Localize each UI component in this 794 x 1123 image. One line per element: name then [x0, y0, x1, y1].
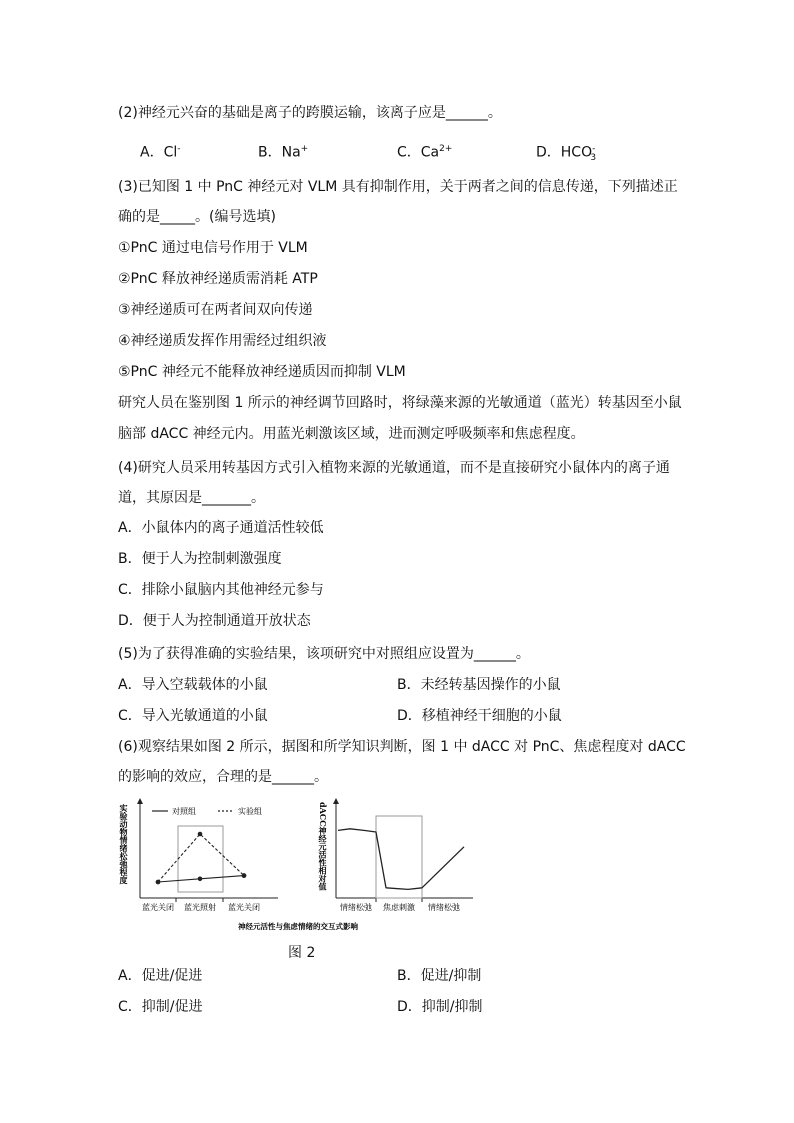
q3-item-4: ④神经递质发挥作用需经过组织液	[118, 333, 327, 349]
q4-option-c[interactable]: C．排除小鼠脑内其他神经元参与	[118, 582, 324, 598]
right-ylabel: dACC神经元活性相对值	[318, 802, 328, 891]
q4-stem-line1: (4)研究人员采用转基因方式引入植物来源的光敏通道，而不是直接研究小鼠体内的离子通	[118, 460, 670, 476]
intro-line1: 研究人员在鉴别图 1 所示的神经调节回路时，将绿藻来源的光敏通道（蓝光）转基因至小鼠	[118, 395, 682, 411]
left-xtick-1: 蓝光关闭	[142, 903, 174, 912]
left-xtick-2: 蓝光照射	[184, 903, 216, 912]
q6-stem-line2: 的影响的效应，合理的是______。	[118, 769, 328, 785]
q3-stem-line1: (3)已知图 1 中 PnC 神经元对 VLM 具有抑制作用，关于两者之间的信息传递，下列描述正	[118, 179, 678, 195]
q6-stem-line1: (6)观察结果如图 2 所示，据图和所学知识判断，图 1 中 dACC 对 PnC、焦虑程度对 dACC	[118, 739, 686, 755]
q6-option-b[interactable]: B．促进/抑制	[397, 968, 482, 984]
q4-option-d[interactable]: D．便于人为控制通道开放状态	[118, 613, 311, 629]
q6-option-c[interactable]: C．抑制/促进	[118, 999, 203, 1015]
q3-item-5: ⑤PnC 神经元不能释放神经递质因而抑制 VLM	[118, 364, 406, 380]
legend-experiment-label: 实验组	[238, 807, 262, 816]
q5-stem: (5)为了获得准确的实验结果，该项研究中对照组应设置为______。	[118, 646, 530, 662]
left-panel	[118, 798, 278, 912]
left-point-experiment-1	[198, 832, 203, 837]
figure-subtitle: 神经元活性与焦虑情绪的交互式影响	[238, 922, 358, 931]
q5-option-a[interactable]: A．导入空载载体的小鼠	[118, 677, 268, 693]
q3-item-2: ②PnC 释放神经递质需消耗 ATP	[118, 271, 318, 287]
q2-stem: (2)神经元兴奋的基础是离子的跨膜运输，该离子应是______。	[118, 105, 502, 121]
left-y-arrow	[137, 798, 143, 804]
left-series-line-experiment	[158, 834, 244, 882]
q3-item-1: ①PnC 通过电信号作用于 VLM	[118, 240, 308, 256]
q3-item-3: ③神经递质可在两者间双向传递	[118, 302, 313, 318]
q2-option-b[interactable]: B．Na+	[258, 144, 309, 161]
q5-option-b[interactable]: B．未经转基因操作的小鼠	[397, 677, 561, 693]
q4-option-a[interactable]: A．小鼠体内的离子通道活性较低	[118, 520, 324, 536]
right-series-line	[338, 829, 464, 890]
right-xtick-1: 情绪松弛	[340, 903, 372, 912]
left-point-experiment-2	[242, 873, 247, 878]
right-panel	[318, 798, 473, 912]
right-highlight-box	[376, 816, 422, 898]
left-point-experiment-0	[156, 880, 161, 885]
q3-stem-line2: 确的是_____。(编号选填)	[118, 209, 276, 225]
figure-2	[118, 798, 478, 938]
q2-option-a[interactable]: A．Cl-	[140, 144, 181, 161]
q6-option-a[interactable]: A．促进/促进	[118, 968, 203, 984]
intro-line2: 脑部 dACC 神经元内。用蓝光刺激该区域，进而测定呼吸频率和焦虑程度。	[118, 426, 585, 442]
right-xtick-2: 焦虑刺激	[383, 903, 415, 912]
right-y-arrow	[333, 798, 339, 804]
q2-option-d[interactable]: D．$HCO^-_3$	[536, 144, 597, 164]
right-xtick-3: 情绪松弛	[428, 903, 460, 912]
left-point-control-1	[198, 877, 203, 882]
q2-option-c[interactable]: C．$Ca^{2+}$	[397, 144, 453, 161]
q4-stem-line2: 道，其原因是_______。	[118, 490, 265, 506]
legend-control-label: 对照组	[172, 807, 196, 816]
left-ylabel: 实验动物情绪松弛程度	[119, 804, 129, 884]
left-xtick-3: 蓝光关闭	[228, 903, 260, 912]
q5-option-c[interactable]: C．导入光敏通道的小鼠	[118, 708, 268, 724]
q5-option-d[interactable]: D．移植神经干细胞的小鼠	[397, 708, 562, 724]
figure-caption: 图 2	[288, 945, 316, 961]
q6-option-d[interactable]: D．抑制/抑制	[397, 999, 483, 1015]
q4-option-b[interactable]: B．便于人为控制刺激强度	[118, 551, 282, 567]
